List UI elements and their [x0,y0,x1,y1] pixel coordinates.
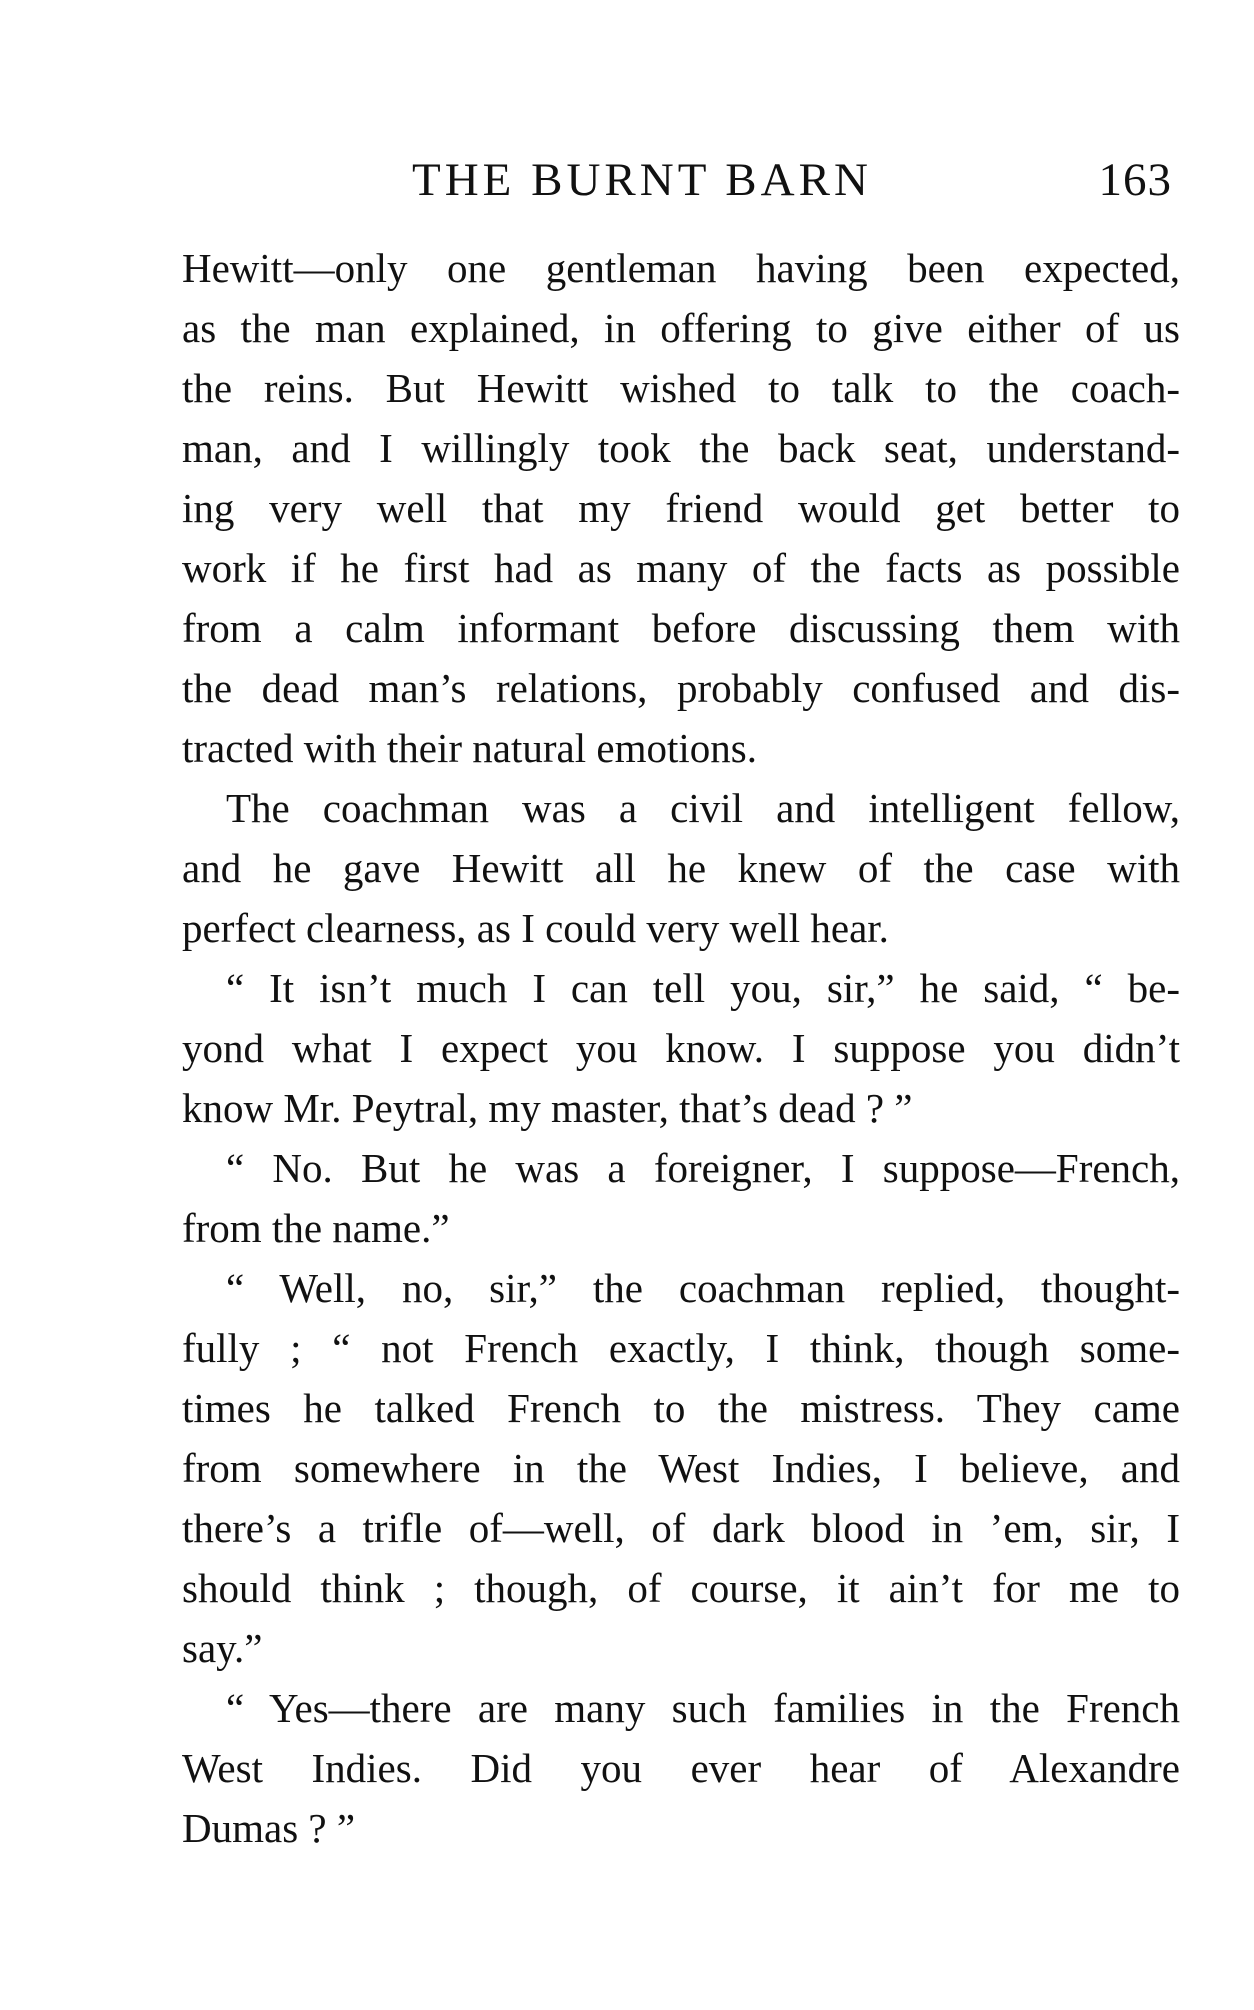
text-line: the dead man’s relations, probably confused and dis- [182,665,1180,711]
text-line: “ No. But he was a foreigner, I suppose—French, [226,1145,1180,1191]
page-number: 163 [1098,154,1172,206]
text-line: Dumas ? ” [182,1805,356,1851]
text-line: man, and I willingly took the back seat, understand- [182,425,1180,471]
text-line: “ Well, no, sir,” the coachman replied, thought- [226,1265,1180,1311]
text-line: West Indies. Did you ever hear of Alexandre [182,1745,1180,1791]
running-title: THE BURNT BARN [412,154,872,206]
text-line: ing very well that my friend would get better to [182,485,1180,531]
text-line: perfect clearness, as I could very well hear. [182,905,889,951]
text-line: The coachman was a civil and intelligent fellow, [226,785,1180,831]
text-line: fully ; “ not French exactly, I think, though some- [182,1325,1180,1371]
running-head [182,150,1182,210]
text-line: the reins. But Hewitt wished to talk to the coach- [182,365,1180,411]
text-line: work if he first had as many of the facts as possible [182,545,1180,591]
text-line: from the name.” [182,1205,450,1251]
text-line: say.” [182,1625,263,1671]
text-line: should think ; though, of course, it ain’t for me to [182,1565,1180,1611]
text-line: Hewitt—only one gentleman having been expected, [182,245,1180,291]
text-line: and he gave Hewitt all he knew of the case with [182,845,1180,891]
body-text [182,238,1180,1858]
text-line: tracted with their natural emotions. [182,725,757,771]
text-line: know Mr. Peytral, my master, that’s dead ? ” [182,1085,913,1131]
text-line: “ Yes—there are many such families in the French [226,1685,1180,1731]
text-line: there’s a trifle of—well, of dark blood in ’em, sir, I [182,1505,1180,1551]
text-line: as the man explained, in offering to give either of us [182,305,1180,351]
text-line: times he talked French to the mistress. They came [182,1385,1180,1431]
text-line: “ It isn’t much I can tell you, sir,” he said, “ be- [226,965,1180,1011]
text-line: from a calm informant before discussing them with [182,605,1180,651]
text-line: yond what I expect you know. I suppose you didn’t [182,1025,1180,1071]
text-line: from somewhere in the West Indies, I believe, and [182,1445,1180,1491]
